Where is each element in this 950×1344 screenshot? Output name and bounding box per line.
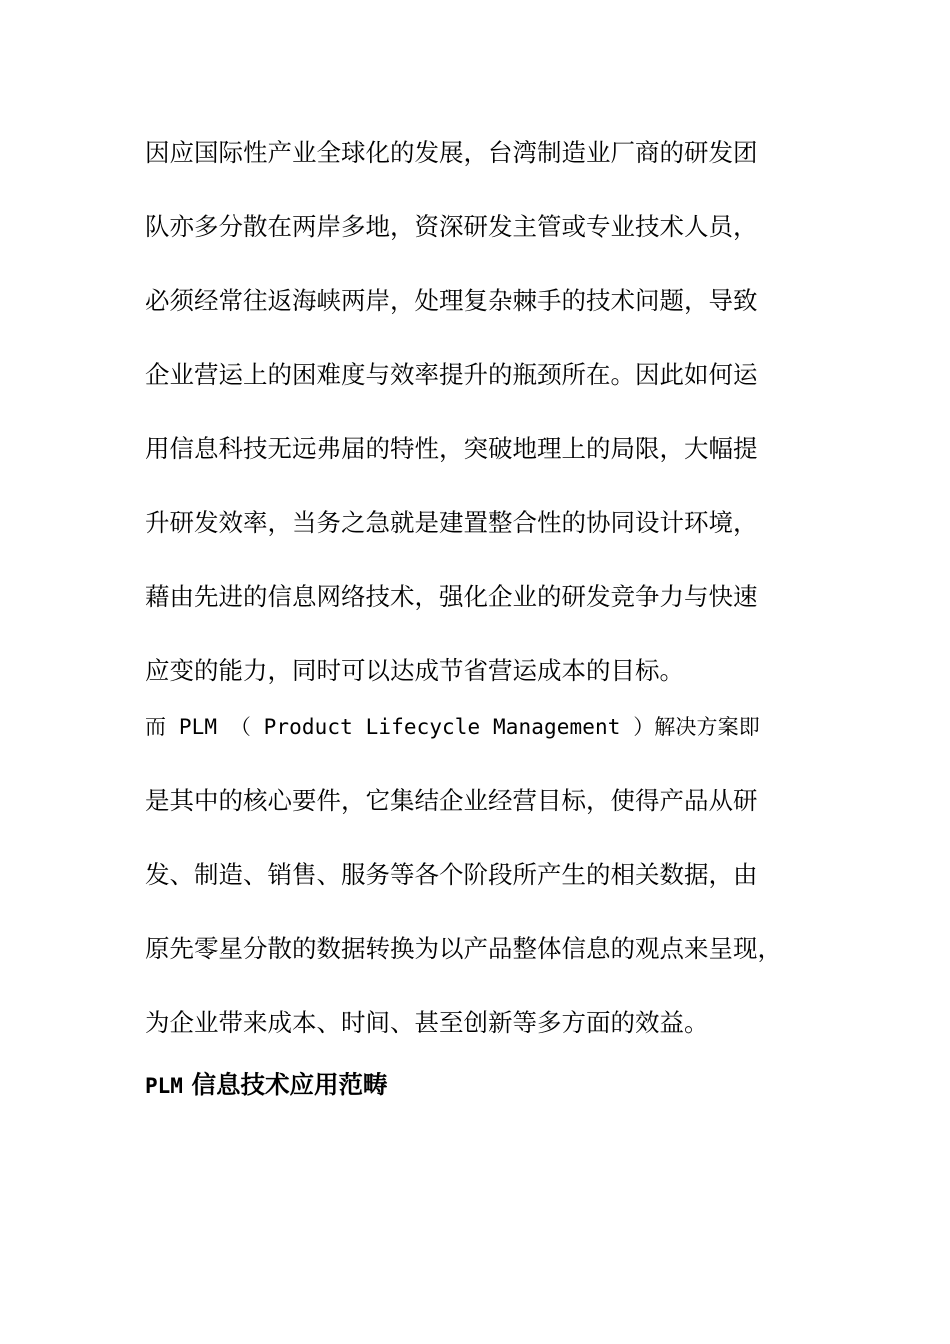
paragraph-line: 因应国际性产业全球化的发展，台湾制造业厂商的研发团 <box>145 138 758 167</box>
paragraph-line: 用信息科技无远弗届的特性，突破地理上的局限，大幅提 <box>145 434 758 463</box>
paragraph-line: 是其中的核心要件，它集结企业经营目标，使得产品从研 <box>145 786 758 815</box>
paragraph-line: 应变的能力，同时可以达成节省营运成本的目标。 <box>145 656 684 685</box>
paragraph-line: 升研发效率，当务之急就是建置整合性的协同设计环境， <box>145 508 758 537</box>
paragraph-1 <box>145 132 825 692</box>
paragraph-line: 必须经常往返海峡两岸，处理复杂棘手的技术问题，导致 <box>145 286 758 315</box>
section-heading-latin: PLM <box>145 1074 183 1098</box>
paragraph-line: 队亦多分散在两岸多地，资深研发主管或专业技术人员， <box>145 212 758 241</box>
section-heading-text: 信息技术应用范畴 <box>191 1070 388 1099</box>
paragraph-line: 原先零星分散的数据转换为以产品整体信息的观点来呈现， <box>145 934 782 963</box>
document-body <box>145 132 825 1107</box>
paragraph-line: 企业营运上的困难度与效率提升的瓶颈所在。因此如何运 <box>145 360 758 389</box>
paragraph-line: 藉由先进的信息网络技术，强化企业的研发竞争力与快速 <box>145 582 758 611</box>
paragraph-line: 发、制造、销售、服务等各个阶段所产生的相关数据，由 <box>145 860 758 889</box>
section-heading <box>145 1064 825 1107</box>
paragraph-line: 为企业带来成本、时间、甚至创新等多方面的效益。 <box>145 1008 709 1037</box>
paragraph-2 <box>145 706 825 1064</box>
paragraph-line: 而 PLM （ Product Lifecycle Management ）解决方案即 <box>145 715 760 739</box>
